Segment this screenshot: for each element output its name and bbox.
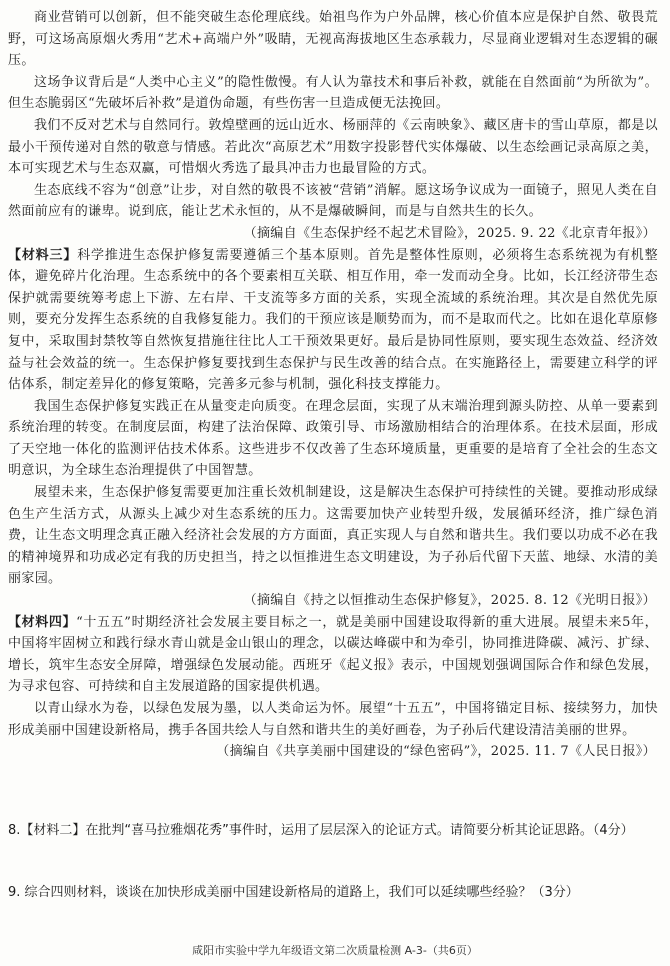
paragraph: 这场争议背后是“人类中心主义”的隐性傲慢。有人认为靠技术和事后补救，就能在自然面前“为所欲为”。但生态脆弱区“先破坏后补救”是道伪命题，有些伤害一旦造成便无法挽回。 — [8, 74, 658, 112]
material-three-paragraph — [8, 245, 658, 396]
question-9: 9. 综合四则材料，谈谈在加快形成美丽中国建设新格局的道路上，我们可以延续哪些经验？（3分） — [8, 885, 579, 900]
source-citation: （摘编自《持之以恒推动生态保护修复》，2025. 8. 12《光明日报》） — [243, 593, 656, 609]
paragraph: 我们不反对艺术与自然同行。敦煌壁画的远山近水、杨丽萍的《云南映象》、藏区唐卡的雪山草原，都是以最小干预传递对自然的敬意与情感。若此次“高原艺术”用数字投影替代实体爆破、以生态绘画记录高原之美，本可实现艺术与生态双赢，可惜烟火秀选了最具冲击力也最冒险的方式。 — [8, 117, 658, 177]
paragraph: 商业营销可以创新，但不能突破生态伦理底线。始祖鸟作为户外品牌，核心价值本应是保护自然、敬畏荒野，可这场高原烟火秀用“艺术+高端户外”吸睛，无视高海拔地区生态承载力，尽显商业逻辑对生态逻辑的碾压。 — [8, 10, 658, 69]
material-three-tag: 【材料三】 — [8, 247, 78, 263]
source-citation: （摘编自《生态保护经不起艺术冒险》，2025. 9. 22《北京青年报》） — [243, 225, 656, 241]
page-footer: 咸阳市实验中学九年级语文第二次质量检测 A-3-（共6页） — [192, 944, 478, 957]
material-four-paragraph — [8, 612, 658, 698]
paragraph: 展望未来，生态保护修复需要更加注重长效机制建设，这是解决生态保护可持续性的关键。要推动形成绿色生产生活方式，从源头上减少对生态系统的压力。这需要加快产业转型升级，发展循环经济，推广绿色消费，让生态文明理念真正融入经济社会发展的方方面面，真正实现人与自然和谐共生。我们要以功成不必在我的精神境界和功成必定有我的历史担当，持之以恒推进生态文明建设，为子孙后代留下天蓝、地绿、水清的美丽家园。 — [8, 485, 658, 587]
paragraph: 以青山绿水为卷，以绿色发展为墨，以人类命运为怀。展望“十五五”，中国将锚定目标、接续努力，加快形成美丽中国建设新格局，携手各国共绘人与自然和谐共生的美好画卷，为子孙后代建设清洁美丽的世界。 — [8, 701, 658, 738]
material-four-tag: 【材料四】 — [8, 614, 77, 630]
source-citation: （摘编自《共享美丽中国建设的“绿色密码”》，2025. 11. 7《人民日报》） — [216, 744, 656, 760]
article-body — [8, 7, 658, 763]
material-four-text: “十五五”时期经济社会发展主要目标之一，就是美丽中国建设取得新的重大进展。展望未来5年，中国将牢固树立和践行绿水青山就是金山银山的理念，以碳达峰碳中和为牵引，协同推进降碳、减污、扩绿、增长，筑牢生态安全屏障，增强绿色发展动能。西班牙《起义报》表示，中国规划强调国际合作和绿色发展，为寻求包容、可持续和自主发展道路的国家提供机遇。 — [8, 614, 658, 695]
paragraph: 我国生态保护修复实践正在从量变走向质变。在理念层面，实现了从末端治理到源头防控、从单一要素到系统治理的转变。在制度层面，构建了法治保障、政策引导、市场激励相结合的治理体系。在技术层面，形成了天空地一体化的监测评估技术体系。这些进步不仅改善了生态环境质量，更重要的是培育了全社会的生态文明意识，为全球生态治理提供了中国智慧。 — [8, 398, 658, 479]
question-8: 8.【材料二】在批判“喜马拉雅烟花秀”事件时，运用了层层深入的论证方式。请简要分析其论证思路。（4分） — [8, 823, 634, 838]
paragraph: 生态底线不容为“创意”让步，对自然的敬畏不该被“营销”消解。愿这场争议成为一面镜子，照见人类在自然面前应有的谦卑。说到底，能让艺术永恒的，从不是爆破瞬间，而是与自然共生的长久。 — [8, 182, 658, 220]
material-three-text: 科学推进生态保护修复需要遵循三个基本原则。首先是整体性原则，必须将生态系统视为有机整体，避免碎片化治理。生态系统中的各个要素相互关联、相互作用，牵一发而动全身。比如，长江经济带生态保护就需要统筹考虑上下游、左右岸、干支流等多方面的关系，实现全流域的系统治理。其次是自然优先原则，要充分发挥生态系统的自我修复能力。我们的干预应该是顺势而为，而不是取而代之。比如在退化草原修复中，采取围封禁牧等自然恢复措施往往比人工干预效果更好。最后是协同性原则，要实现生态效益、经济效益与社会效益的统一。生态保护修复要找到生态保护与民生改善的结合点。在实施路径上，需要建立科学的评估体系，制定差异化的修复策略，完善多元参与机制，强化科技支撑能力。 — [8, 247, 658, 393]
